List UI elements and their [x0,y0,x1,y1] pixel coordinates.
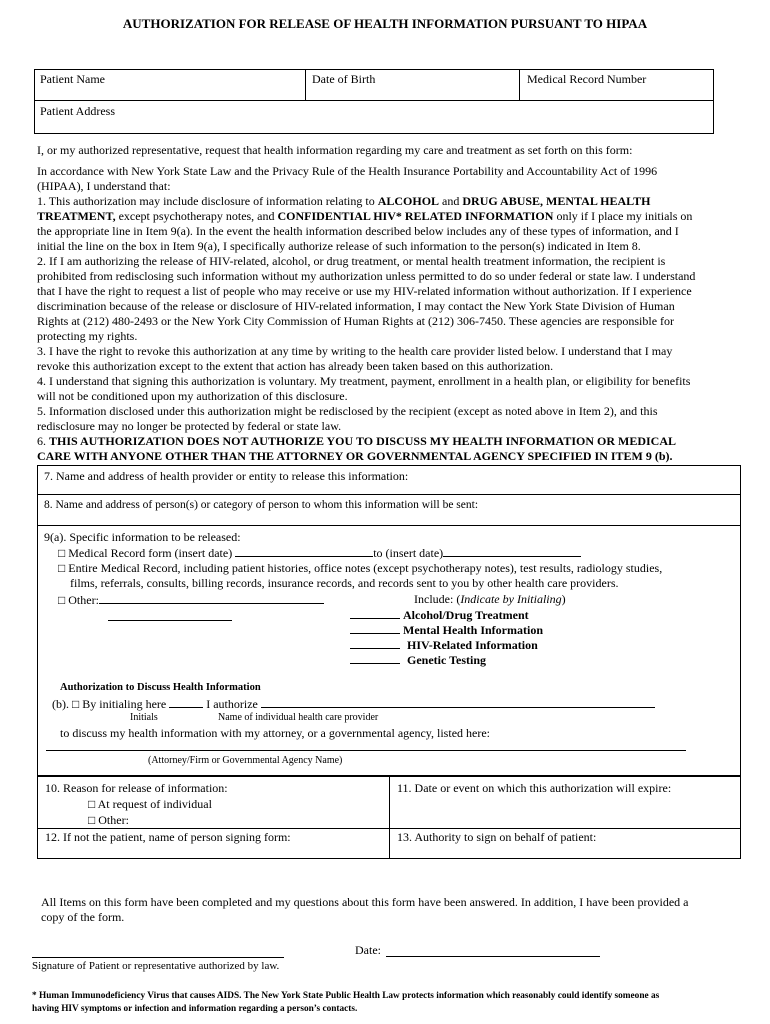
item-6-line-1 [37,434,676,449]
other-field[interactable] [99,592,324,604]
initial-genetic-field[interactable] [350,652,400,664]
item-2-line-1: 2. If I am authorizing the release of HIV-related, alcohol, or drug treatment, or mental health treatment information, the recipient is [37,254,666,268]
include-mental-health [350,622,543,638]
item-9b-initials-field[interactable] [169,696,203,708]
include-text-b: Indicate by Initialing [460,592,562,606]
item-7-provider-field[interactable]: 7. Name and address of health provider or entity to release this information: [44,469,409,483]
closing-line-2: copy of the form. [41,910,125,924]
item-9a-option-2 [58,561,662,576]
other-extra-line [108,620,232,621]
item-9b-agency-field[interactable] [46,750,686,751]
date-label: Date: [355,943,381,957]
insert-date-from-field[interactable] [235,545,373,557]
item-11-expire-field[interactable]: 11. Date or event on which this authorization will expire: [397,781,672,795]
to-insert-date-label: to (insert date) [373,546,444,560]
item-10-option-individual[interactable]: □ At request of individual [88,797,212,811]
item-1-treatment: TREATMENT, [37,209,116,223]
include-text-c: ) [561,592,566,606]
item-1-text-c: and [439,194,463,208]
item-1-line-4: initial the line on the box in Item 9(a), I specifically authorize release of such information to the person(s) indicated in Item 8. [37,239,641,253]
patient-info-col-divider-1 [305,69,306,100]
item-1-text-f: except psychotherapy notes, and [115,209,278,223]
item-2-line-6: protecting my rights. [37,329,138,343]
item-1-line-2 [37,209,692,224]
footnote-line-2: having HIV symptoms or infection and information regarding a person’s contacts. [32,1004,358,1014]
item-5-line-1: 5. Information disclosed under this authorization might be redisclosed by the recipient (except as noted above in Item 2), and this [37,404,658,418]
accordance-line-2: (HIPAA), I understand that: [37,179,171,193]
patient-info-col-divider-2 [519,69,520,100]
item-6-number: 6. [37,434,49,448]
item-7-divider [37,494,741,495]
item-2-line-5: Rights at (212) 480-2493 or the New York City Commission of Human Rights at (212) 306-7450. These agencies are responsible for [37,314,675,328]
patient-address-field[interactable]: Patient Address [40,104,115,118]
item-5-line-2: redisclosure may no longer be protected by federal or state law. [37,419,342,433]
checkbox-medical-record[interactable]: □ [58,546,66,560]
patient-name-field[interactable]: Patient Name [40,72,105,86]
item-9b-agency-caption: (Attorney/Firm or Governmental Agency Name) [148,755,343,766]
initial-alcohol-field[interactable] [350,607,400,619]
item-1-text-h: only if I place my initials on [553,209,693,223]
include-alcohol-drug [350,607,529,623]
signature-caption: Signature of Patient or representative authorized by law. [32,960,280,972]
item-6-text-2: CARE WITH ANYONE OTHER THAN THE ATTORNEY OR GOVERNMENTAL AGENCY SPECIFIED IN ITEM 9 (b). [37,449,673,463]
item-10-option-other[interactable]: □ Other: [88,813,129,827]
closing-line-1: All Items on this form have been completed and my questions about this form have been answered. In addition, I have been provided a [41,895,689,909]
item-10-13-col-divider [389,776,390,859]
item-4-line-1: 4. I understand that signing this authorization is voluntary. My treatment, payment, enrollment in a health plan, or eligibility for benefits [37,374,691,388]
item-6-line-2 [37,449,673,464]
item-9a-heading: 9(a). Specific information to be released: [44,530,241,544]
item-6-text-1: THIS AUTHORIZATION DOES NOT AUTHORIZE YOU TO DISCUSS MY HEALTH INFORMATION OR MEDICAL [49,434,677,448]
item-9b-authorize-line [52,696,655,712]
date-field[interactable] [386,956,600,957]
item-1-hiv: CONFIDENTIAL HIV* RELATED INFORMATION [277,209,554,223]
item-1-line-1 [37,194,650,209]
insert-date-to-field[interactable] [443,545,581,557]
item-1-alcohol: ALCOHOL [377,194,440,208]
item-8-divider [37,525,741,526]
other-checkbox-label[interactable]: □ Other: [58,593,99,607]
item-2-line-2: prohibited from redisclosing such information without my authorization unless permitted to do so under federal or state law. I understand [37,269,696,283]
item-2-line-3: that I have the right to request a list of people who may receive or use my HIV-related information without authorization. If I experience [37,284,692,298]
item-1-drug-abuse: DRUG ABUSE, MENTAL HEALTH [462,194,651,208]
item-9a-other [58,592,324,608]
item-10-reason-label: 10. Reason for release of information: [45,781,228,795]
item-9a-option-1 [58,545,581,561]
item-1-line-3: the appropriate line in Item 9(a). In the event the health information described below includes any of these types of information, and I [37,224,679,238]
item-9b-provider-field[interactable] [261,696,655,708]
item-9b-provider-caption: Name of individual health care provider [218,712,379,723]
include-text-a: Include: ( [414,592,461,606]
date-of-birth-field[interactable]: Date of Birth [312,72,376,86]
accordance-line-1: In accordance with New York State Law and the Privacy Rule of the Health Insurance Portability and Accountability Act of 1996 [37,164,658,178]
item-9b-authorize-label: I authorize [206,697,258,711]
signature-field[interactable] [32,957,284,958]
medical-record-form-label: Medical Record form (insert date) [68,546,233,560]
include-mental-health-label: Mental Health Information [403,623,543,637]
include-alcohol-label: Alcohol/Drug Treatment [403,608,529,622]
medical-record-number-field[interactable]: Medical Record Number [527,72,647,86]
item-3-line-2: revoke this authorization except to the extent that action has already been taken based on this authorization. [37,359,554,373]
include-hiv-label: HIV-Related Information [407,638,538,652]
entire-record-line-2: films, referrals, consults, billing records, insurance records, and records sent to you by other health care providers. [70,576,619,590]
item-8-recipient-field[interactable]: 8. Name and address of person(s) or category of person to whom this information will be sent: [44,499,479,511]
include-genetic [350,652,486,668]
include-instruction [414,592,566,607]
initial-hiv-field[interactable] [350,637,400,649]
patient-info-divider [34,100,714,101]
form-title: AUTHORIZATION FOR RELEASE OF HEALTH INFORMATION PURSUANT TO HIPAA [122,16,648,31]
entire-record-line-1: Entire Medical Record, including patient histories, office notes (except psychotherapy notes), test results, radiology studies, [68,561,663,575]
item-12-signer-field[interactable]: 12. If not the patient, name of person signing form: [45,830,291,844]
item-9b-initial-checkbox[interactable]: (b). □ By initialing here [52,697,167,711]
item-9b-heading: Authorization to Discuss Health Information [60,682,261,693]
intro-text: I, or my authorized representative, request that health information regarding my care and treatment as set forth on this form: [37,143,633,157]
include-genetic-label: Genetic Testing [407,653,487,667]
item-2-line-4: discrimination because of the release or disclosure of HIV-related information, I may contact the New York State Division of Human [37,299,675,313]
item-1-text-a: 1. This authorization may include disclosure of information relating to [37,194,378,208]
checkbox-entire-record[interactable]: □ [58,561,66,575]
item-9b-initials-caption: Initials [130,712,158,723]
initial-mental-health-field[interactable] [350,622,400,634]
item-13-authority-field[interactable]: 13. Authority to sign on behalf of patient: [397,830,597,844]
item-9b-discuss-text: to discuss my health information with my attorney, or a governmental agency, listed here: [60,726,490,740]
include-hiv [350,637,538,653]
item-4-line-2: will not be conditioned upon my authorization of this disclosure. [37,389,348,403]
item-3-line-1: 3. I have the right to revoke this authorization at any time by writing to the health care provider listed below. I understand that I may [37,344,673,358]
footnote-line-1: * Human Immunodeficiency Virus that causes AIDS. The New York State Public Health Law protects information which reasonably could identify someone as [32,991,660,1001]
